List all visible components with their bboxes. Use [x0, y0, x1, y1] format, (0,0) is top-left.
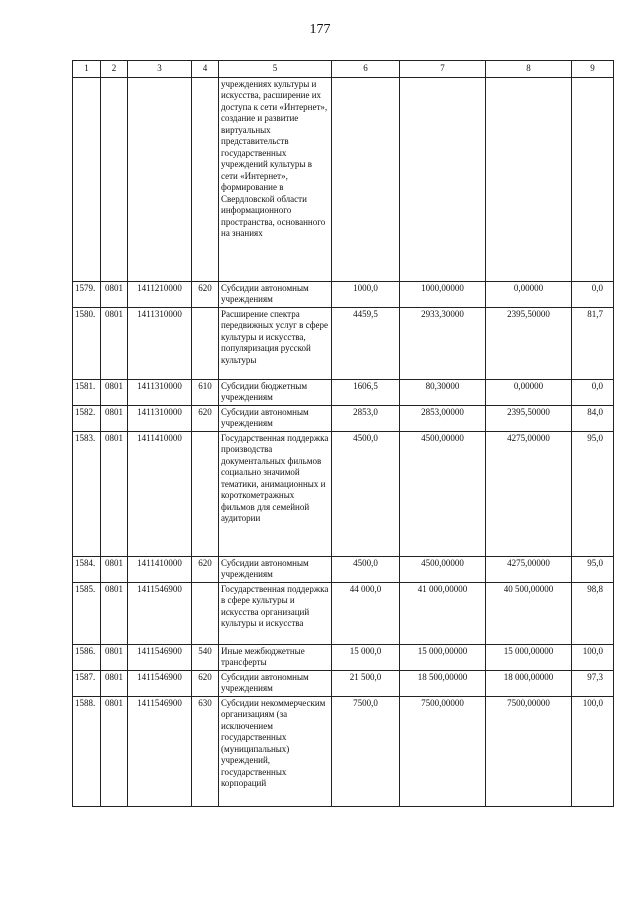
- allocated-amount-cell: 7500,00000: [400, 696, 486, 806]
- table-row: [73, 281, 614, 307]
- row-number-cell: 1584.: [73, 556, 101, 582]
- item-name-cell: Иные межбюджетные трансферты: [219, 644, 332, 670]
- executed-amount-cell: [486, 77, 572, 281]
- table-row: [73, 431, 614, 556]
- row-number-cell: 1586.: [73, 644, 101, 670]
- budget-table: [72, 60, 614, 807]
- section-code-cell: 0801: [101, 307, 128, 379]
- item-name-cell: Государственная поддержка в сфере культуры и искусства организаций культуры и искусства: [219, 582, 332, 644]
- expense-type-cell: 620: [192, 556, 219, 582]
- row-number-cell: 1588.: [73, 696, 101, 806]
- section-code-cell: 0801: [101, 696, 128, 806]
- row-number-cell: 1585.: [73, 582, 101, 644]
- executed-amount-cell: 2395,50000: [486, 307, 572, 379]
- column-header: 9: [572, 61, 614, 78]
- allocated-amount-cell: 4500,00000: [400, 431, 486, 556]
- section-code-cell: 0801: [101, 405, 128, 431]
- executed-amount-cell: 7500,00000: [486, 696, 572, 806]
- execution-percent-cell: 100,0: [572, 696, 614, 806]
- column-header: 4: [192, 61, 219, 78]
- column-header: 2: [101, 61, 128, 78]
- expense-type-cell: [192, 582, 219, 644]
- expense-type-cell: 540: [192, 644, 219, 670]
- column-header: 3: [128, 61, 192, 78]
- allocated-amount-cell: 18 500,00000: [400, 670, 486, 696]
- article-code-cell: 1411310000: [128, 405, 192, 431]
- row-number-cell: 1580.: [73, 307, 101, 379]
- article-code-cell: 1411546900: [128, 670, 192, 696]
- section-code-cell: 0801: [101, 431, 128, 556]
- column-header: 5: [219, 61, 332, 78]
- table-header-row: [73, 61, 614, 78]
- planned-amount-cell: 4500,0: [332, 431, 400, 556]
- article-code-cell: 1411546900: [128, 644, 192, 670]
- section-code-cell: [101, 77, 128, 281]
- section-code-cell: 0801: [101, 556, 128, 582]
- planned-amount-cell: 15 000,0: [332, 644, 400, 670]
- executed-amount-cell: 0,00000: [486, 281, 572, 307]
- table-row: [73, 696, 614, 806]
- planned-amount-cell: 1606,5: [332, 379, 400, 405]
- row-number-cell: 1583.: [73, 431, 101, 556]
- table-row: [73, 582, 614, 644]
- allocated-amount-cell: 2933,30000: [400, 307, 486, 379]
- allocated-amount-cell: 41 000,00000: [400, 582, 486, 644]
- row-number-cell: 1587.: [73, 670, 101, 696]
- execution-percent-cell: 95,0: [572, 431, 614, 556]
- section-code-cell: 0801: [101, 670, 128, 696]
- article-code-cell: 1411210000: [128, 281, 192, 307]
- execution-percent-cell: 84,0: [572, 405, 614, 431]
- article-code-cell: 1411410000: [128, 556, 192, 582]
- section-code-cell: 0801: [101, 582, 128, 644]
- table-row: [73, 379, 614, 405]
- expense-type-cell: 620: [192, 670, 219, 696]
- item-name-cell: Субсидии автономным учреждениям: [219, 405, 332, 431]
- table-row: [73, 307, 614, 379]
- expense-type-cell: [192, 77, 219, 281]
- row-number-cell: [73, 77, 101, 281]
- row-number-cell: 1582.: [73, 405, 101, 431]
- allocated-amount-cell: 4500,00000: [400, 556, 486, 582]
- row-number-cell: 1581.: [73, 379, 101, 405]
- allocated-amount-cell: [400, 77, 486, 281]
- article-code-cell: 1411310000: [128, 307, 192, 379]
- planned-amount-cell: 1000,0: [332, 281, 400, 307]
- article-code-cell: 1411410000: [128, 431, 192, 556]
- execution-percent-cell: 0,0: [572, 379, 614, 405]
- planned-amount-cell: 7500,0: [332, 696, 400, 806]
- article-code-cell: 1411546900: [128, 696, 192, 806]
- planned-amount-cell: 21 500,0: [332, 670, 400, 696]
- allocated-amount-cell: 1000,00000: [400, 281, 486, 307]
- execution-percent-cell: 81,7: [572, 307, 614, 379]
- planned-amount-cell: 4459,5: [332, 307, 400, 379]
- execution-percent-cell: 97,3: [572, 670, 614, 696]
- executed-amount-cell: 4275,00000: [486, 556, 572, 582]
- column-header: 8: [486, 61, 572, 78]
- execution-percent-cell: 98,8: [572, 582, 614, 644]
- execution-percent-cell: 100,0: [572, 644, 614, 670]
- column-header: 1: [73, 61, 101, 78]
- table-row: [73, 77, 614, 281]
- item-name-cell: Субсидии автономным учреждениям: [219, 281, 332, 307]
- executed-amount-cell: 15 000,00000: [486, 644, 572, 670]
- item-name-cell: Субсидии бюджетным учреждениям: [219, 379, 332, 405]
- executed-amount-cell: 4275,00000: [486, 431, 572, 556]
- article-code-cell: [128, 77, 192, 281]
- table-row: [73, 556, 614, 582]
- planned-amount-cell: 2853,0: [332, 405, 400, 431]
- executed-amount-cell: 2395,50000: [486, 405, 572, 431]
- article-code-cell: 1411310000: [128, 379, 192, 405]
- allocated-amount-cell: 15 000,00000: [400, 644, 486, 670]
- expense-type-cell: 620: [192, 405, 219, 431]
- table-row: [73, 670, 614, 696]
- item-name-cell: Субсидии некоммерческим организациям (за исключением государственных (муниципальных) учреждений, государственных корпораций: [219, 696, 332, 806]
- section-code-cell: 0801: [101, 281, 128, 307]
- table-row: [73, 405, 614, 431]
- column-header: 7: [400, 61, 486, 78]
- planned-amount-cell: 44 000,0: [332, 582, 400, 644]
- column-header: 6: [332, 61, 400, 78]
- expense-type-cell: 610: [192, 379, 219, 405]
- section-code-cell: 0801: [101, 379, 128, 405]
- item-name-cell: Субсидии автономным учреждениям: [219, 556, 332, 582]
- executed-amount-cell: 40 500,00000: [486, 582, 572, 644]
- execution-percent-cell: 95,0: [572, 556, 614, 582]
- execution-percent-cell: 0,0: [572, 281, 614, 307]
- article-code-cell: 1411546900: [128, 582, 192, 644]
- page-number: 177: [309, 22, 331, 37]
- allocated-amount-cell: 80,30000: [400, 379, 486, 405]
- item-name-cell: Государственная поддержка производства документальных фильмов социально значимой тематики, анимационных и короткометражных фильмов для семейной аудитории: [219, 431, 332, 556]
- planned-amount-cell: [332, 77, 400, 281]
- planned-amount-cell: 4500,0: [332, 556, 400, 582]
- expense-type-cell: 620: [192, 281, 219, 307]
- section-code-cell: 0801: [101, 644, 128, 670]
- table-row: [73, 644, 614, 670]
- expense-type-cell: 630: [192, 696, 219, 806]
- item-name-cell: Субсидии автономным учреждениям: [219, 670, 332, 696]
- allocated-amount-cell: 2853,00000: [400, 405, 486, 431]
- expense-type-cell: [192, 307, 219, 379]
- executed-amount-cell: 18 000,00000: [486, 670, 572, 696]
- expense-type-cell: [192, 431, 219, 556]
- execution-percent-cell: [572, 77, 614, 281]
- executed-amount-cell: 0,00000: [486, 379, 572, 405]
- item-name-cell: Расширение спектра передвижных услуг в сфере культуры и искусства, популяризация русской культуры: [219, 307, 332, 379]
- row-number-cell: 1579.: [73, 281, 101, 307]
- item-name-cell: учреждениях культуры и искусства, расширение их доступа к сети «Интернет», создание и развитие виртуальных представительств государственных учреждений культуры в сети «Интернет», формирование в Свердловской области информационного пространства, основанного на знаниях: [219, 77, 332, 281]
